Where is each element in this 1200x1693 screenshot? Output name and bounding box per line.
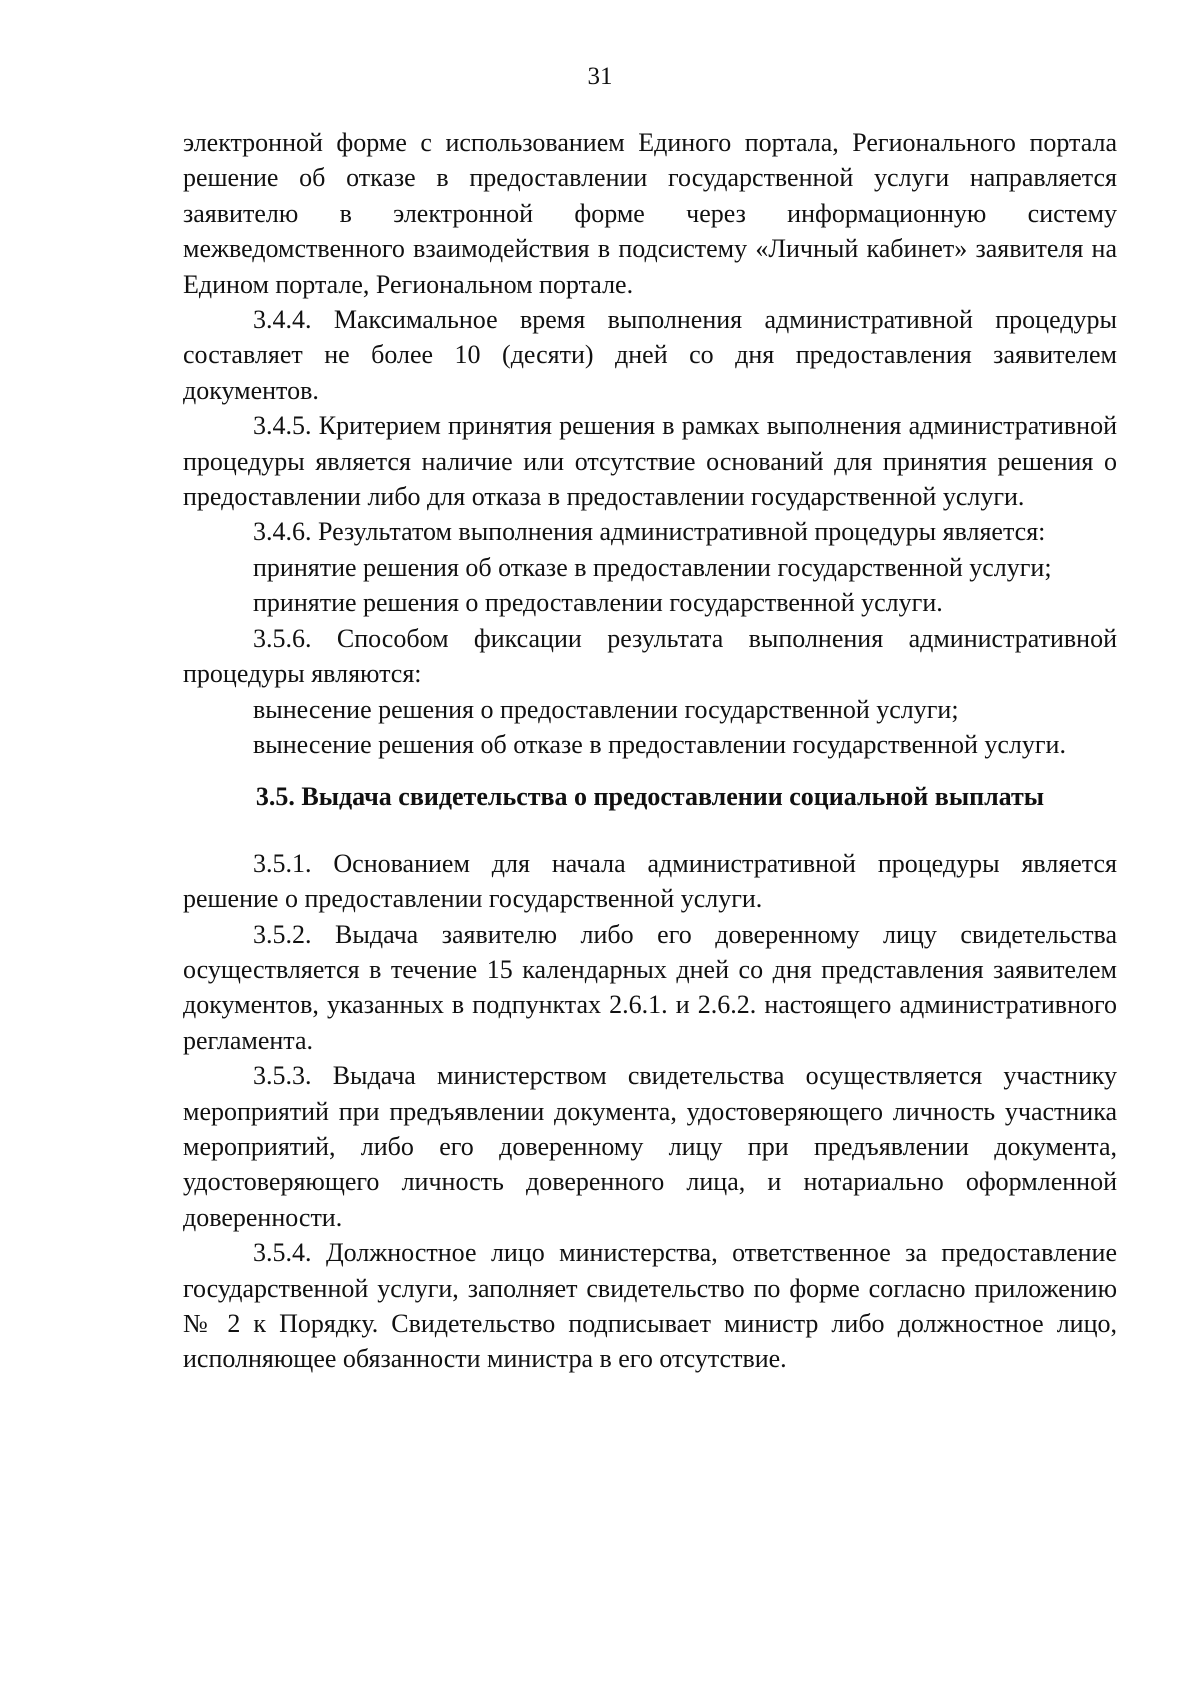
paragraph-3-5-6: 3.5.6. Способом фиксации результата выполнения административной процедуры являются: xyxy=(183,623,1117,689)
paragraph-3-5-3: 3.5.3. Выдача министерством свидетельства осуществляется участнику мероприятий при предъявлении документа, удостоверяющего личность участника мероприятий, либо его доверенному лицу при предъявлении документа, удостоверяющего личность доверенного лица, и нотариально оформленной доверенности. xyxy=(183,1061,1117,1232)
list-item-grant-decision: принятие решения о предоставлении государственной услуги. xyxy=(253,588,943,618)
paragraph-3-5-1: 3.5.1. Основанием для начала административной процедуры является решение о предоставлении государственной услуги. xyxy=(183,848,1117,914)
page-number: 31 xyxy=(587,63,613,90)
paragraph-3-5-4: 3.5.4. Должностное лицо министерства, ответственное за предоставление государственной услуги, заполняет свидетельство по форме согласно приложению № 2 к Порядку. Свидетельство подписывает министр либо должностное лицо, исполняющее обязанности министра в его отсутствие. xyxy=(183,1238,1117,1374)
paragraph-3-4-5: 3.4.5. Критерием принятия решения в рамках выполнения административной процедуры является наличие или отсутствие оснований для принятия решения о предоставлении либо для отказа в предоставлении государственной услуги. xyxy=(183,411,1117,512)
paragraph-3-4-6: 3.4.6. Результатом выполнения административной процедуры является: xyxy=(253,517,1046,547)
section-heading-3-5: 3.5. Выдача свидетельства о предоставлении социальной выплаты xyxy=(255,782,1045,812)
list-item-refusal-decision: принятие решения об отказе в предоставлении государственной услуги; xyxy=(253,552,1052,582)
paragraph-3-4-4: 3.4.4. Максимальное время выполнения административной процедуры составляет не более 10 (десяти) дней со дня предоставления заявителем документов. xyxy=(183,305,1117,405)
paragraph-continuation: электронной форме с использованием Единого портала, Регионального портала решение об отказе в предоставлении государственной услуги направляется заявителю в электронной форме через информационную систему межведомственного взаимодействия в подсистему «Личный кабинет» заявителя на Едином портале, Региональном портале. xyxy=(183,128,1117,299)
list-item-grant-ruling: вынесение решения о предоставлении государственной услуги; xyxy=(253,694,959,724)
paragraph-3-5-2: 3.5.2. Выдача заявителю либо его доверенному лицу свидетельства осуществляется в течение 15 календарных дней со дня представления заявителем документов, указанных в подпунктах 2.6.1. и 2.6.2. настоящего административного регламента. xyxy=(183,919,1117,1055)
document-body xyxy=(183,125,1117,1377)
list-item-refusal-ruling: вынесение решения об отказе в предоставлении государственной услуги. xyxy=(253,729,1066,759)
